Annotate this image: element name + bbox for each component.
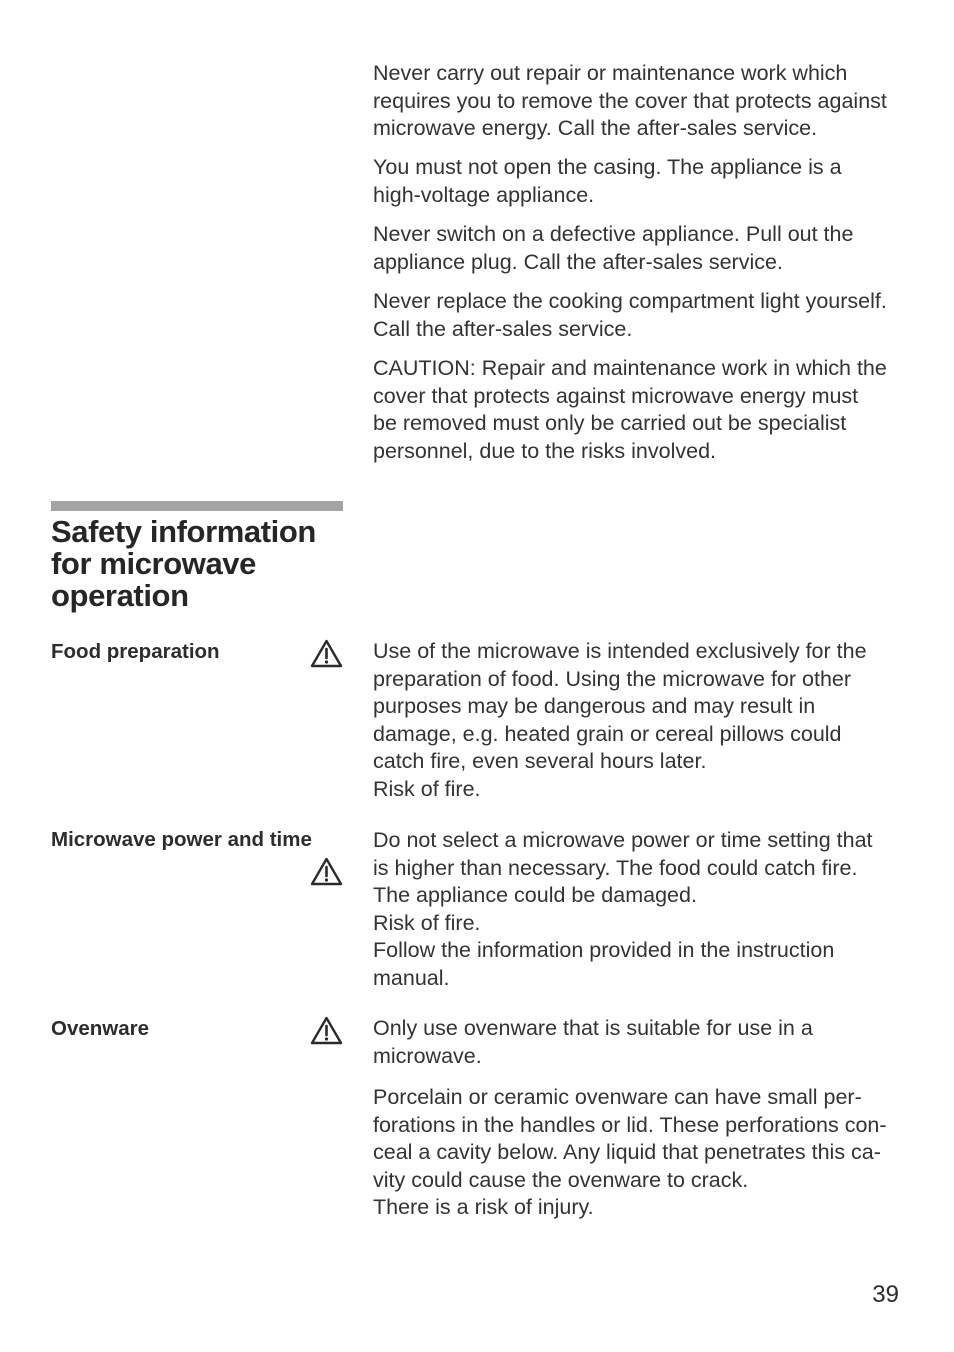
intro-paragraph-casing: You must not open the casing. The appliance is a high-voltage appliance. [373,155,842,207]
intro-paragraph-caution: CAUTION: Repair and maintenance work in which the cover that protects against microwave energy must be removed must only be carried out be specialist personnel, due to the risks involved. [373,356,887,463]
microwave-power-time-label: Microwave power and time [51,828,312,851]
section-divider-bar [51,501,343,511]
ovenware-porcelain-text: Porcelain or ceramic ovenware can have small per- forations in the handles or lid. These perforations con- ceal a cavity below. Any liquid that penetrates this ca- vity could cause the ovenware to crack. There is a risk of injury. [373,1085,887,1220]
warning-triangle-icon [310,857,343,886]
food-preparation-label: Food preparation [51,640,220,663]
warning-triangle-icon [310,1016,343,1045]
page-number: 39 [872,1281,899,1308]
section-title: Safety information for microwave operation [51,514,316,613]
intro-paragraph-defective: Never switch on a defective appliance. Pull out the appliance plug. Call the after-sales service. [373,222,854,274]
warning-triangle-icon [310,639,343,668]
food-preparation-text: Use of the microwave is intended exclusively for the preparation of food. Using the microwave for other purposes may be dangerous and may result in damage, e.g. heated grain or cereal pillows could catch fire, even several hours later. Risk of fire. [373,639,867,801]
ovenware-label: Ovenware [51,1017,149,1040]
microwave-power-time-text: Do not select a microwave power or time setting that is higher than necessary. The food could catch fire. The appliance could be damaged. Risk of fire. Follow the information provided in the instruction manual. [373,828,873,990]
intro-paragraph-light: Never replace the cooking compartment light yourself. Call the after-sales service. [373,289,887,341]
ovenware-suitable-text: Only use ovenware that is suitable for use in a microwave. [373,1016,813,1068]
intro-paragraph-repair: Never carry out repair or maintenance work which requires you to remove the cover that protects against microwave energy. Call the after-sales service. [373,61,887,141]
